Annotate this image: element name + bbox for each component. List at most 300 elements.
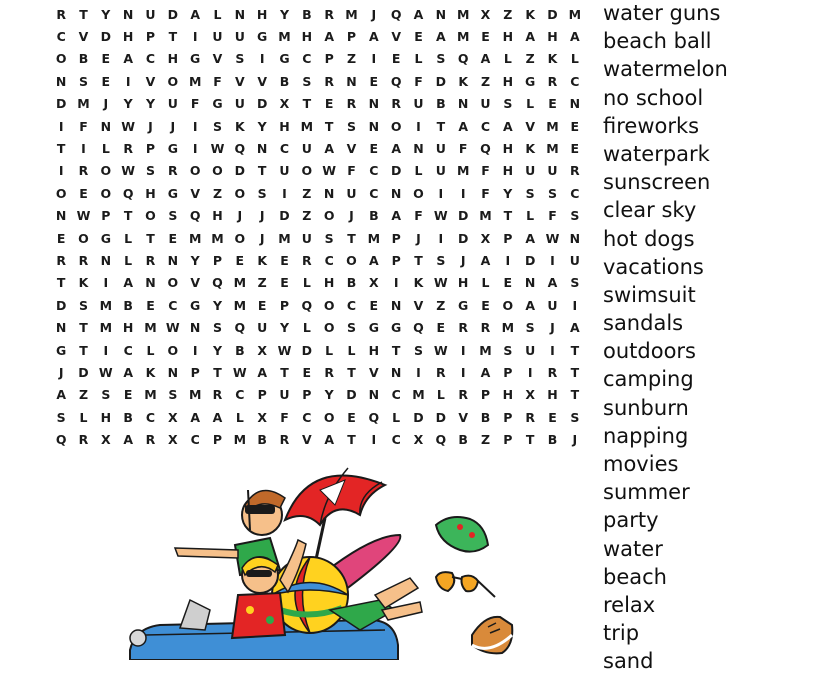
grid-letter: C [324, 252, 334, 268]
grid-letter: A [547, 275, 558, 291]
grid-letter: Y [212, 342, 223, 358]
grid-letter: B [123, 409, 133, 425]
word-list-item: outdoors [603, 339, 696, 364]
grid-letter: X [480, 230, 491, 246]
grid-letter: C [480, 118, 491, 134]
grid-letter: G [167, 141, 178, 157]
grid-letter: L [213, 6, 222, 22]
hat-icon [436, 517, 488, 552]
grid-letter: A [56, 387, 66, 403]
grid-letter: A [190, 6, 200, 22]
word-list-item: party [603, 508, 659, 533]
grid-letter: U [525, 163, 536, 179]
grid-letter: D [457, 208, 469, 224]
grid-letter: C [279, 141, 290, 157]
grid-letter: G [257, 29, 268, 45]
grid-letter: P [391, 252, 401, 268]
grid-letter: N [524, 275, 536, 291]
grid-letter: E [436, 320, 446, 336]
grid-letter: T [347, 432, 356, 448]
grid-letter: M [211, 230, 224, 246]
grid-letter: O [55, 185, 67, 201]
grid-letter: L [436, 387, 445, 403]
grid-letter: Y [503, 185, 513, 201]
grid-letter: U [435, 141, 446, 157]
grid-letter: Z [480, 73, 491, 89]
grid-letter: C [190, 432, 200, 448]
grid-letter: P [503, 432, 513, 448]
grid-letter: P [190, 364, 200, 380]
grid-letter: E [570, 141, 580, 157]
grid-letter: U [525, 342, 536, 358]
grid-letter: G [190, 51, 201, 67]
grid-letter: F [414, 73, 423, 89]
grid-letter: G [391, 320, 402, 336]
grid-letter: J [349, 208, 354, 224]
grid-letter: S [324, 230, 334, 246]
grid-letter: U [167, 96, 178, 112]
grid-letter: G [56, 342, 67, 358]
grid-letter: V [212, 51, 223, 67]
grid-letter: T [414, 252, 423, 268]
grid-letter: K [257, 252, 267, 268]
grid-letter: U [234, 96, 245, 112]
grid-letter: Y [145, 96, 156, 112]
grid-letter: L [414, 163, 423, 179]
grid-letter: X [257, 342, 267, 358]
word-list-item: sandals [603, 311, 684, 336]
grid-letter: R [570, 163, 580, 179]
grid-letter: I [103, 342, 109, 358]
grid-letter: O [100, 163, 112, 179]
grid-letter: R [324, 73, 334, 89]
grid-letter: F [280, 409, 289, 425]
grid-letter: N [368, 118, 380, 134]
grid-letter: Q [234, 141, 246, 157]
grid-letter: C [369, 185, 379, 201]
grid-letter: G [368, 320, 379, 336]
grid-letter: N [167, 252, 179, 268]
grid-letter: Y [257, 118, 267, 134]
grid-letter: P [346, 29, 357, 45]
grid-letter: F [481, 185, 490, 201]
grid-letter: C [570, 185, 580, 201]
grid-letter: A [123, 275, 133, 291]
grid-letter: O [78, 230, 89, 246]
grid-letter: U [279, 163, 290, 179]
grid-letter: N [435, 6, 447, 22]
grid-letter: N [457, 96, 469, 112]
word-list-item: camping [603, 367, 694, 392]
grid-letter: Q [55, 432, 67, 448]
grid-letter: O [234, 230, 246, 246]
grid-letter: J [237, 208, 243, 224]
grid-letter: M [300, 118, 314, 134]
grid-letter: I [505, 252, 511, 268]
grid-letter: E [56, 230, 66, 246]
grid-letter: N [346, 73, 357, 89]
grid-letter: M [99, 297, 113, 313]
grid-letter: L [414, 51, 423, 67]
grid-letter: Z [257, 275, 267, 291]
grid-letter: O [234, 185, 246, 201]
grid-letter: D [55, 96, 67, 112]
word-list [603, 0, 813, 677]
grid-letter: Y [190, 252, 200, 268]
grid-letter: S [302, 73, 312, 89]
grid-letter: A [569, 29, 580, 45]
grid-letter: I [58, 118, 64, 134]
grid-letter: J [371, 6, 377, 22]
grid-letter: R [302, 252, 312, 268]
grid-letter: R [346, 96, 357, 112]
grid-letter: G [212, 96, 223, 112]
grid-letter: Q [390, 73, 402, 89]
grid-letter: D [301, 342, 313, 358]
grid-letter: H [502, 387, 514, 403]
grid-letter: R [324, 364, 334, 380]
grid-letter: D [55, 297, 67, 313]
grid-letter: Y [279, 320, 290, 336]
grid-letter: S [145, 163, 155, 179]
grid-letter: N [413, 141, 424, 157]
grid-letter: T [570, 342, 580, 358]
grid-letter: E [369, 297, 379, 313]
grid-letter: O [189, 163, 201, 179]
grid-letter: P [503, 409, 513, 425]
grid-letter: M [278, 230, 291, 246]
grid-letter: V [458, 409, 468, 425]
grid-letter: N [122, 6, 134, 22]
grid-letter: K [547, 51, 558, 67]
grid-letter: M [188, 387, 202, 403]
grid-letter: I [192, 141, 198, 157]
grid-letter: S [101, 387, 111, 403]
grid-letter: O [502, 297, 514, 313]
grid-letter: B [257, 432, 267, 448]
grid-letter: R [56, 6, 66, 22]
grid-letter: N [189, 320, 201, 336]
grid-letter: E [146, 297, 155, 313]
grid-letter: S [570, 208, 580, 224]
grid-letter: I [371, 432, 377, 448]
grid-letter: L [124, 230, 133, 246]
grid-letter: A [190, 409, 200, 425]
grid-letter: A [413, 6, 424, 22]
grid-letter: E [257, 297, 267, 313]
grid-letter: A [324, 141, 334, 157]
grid-letter: P [257, 387, 267, 403]
grid-letter: Z [346, 51, 357, 67]
grid-letter: Y [123, 96, 133, 112]
grid-letter: S [570, 409, 580, 425]
grid-letter: I [572, 297, 578, 313]
grid-letter: H [368, 342, 380, 358]
word-list-item: relax [603, 592, 656, 617]
grid-letter: T [79, 320, 88, 336]
grid-letter: D [167, 6, 179, 22]
grid-letter: K [525, 6, 535, 22]
grid-letter: V [78, 29, 89, 45]
grid-letter: R [78, 252, 89, 268]
grid-letter: M [546, 118, 559, 134]
grid-letter: N [368, 387, 380, 403]
grid-letter: A [458, 118, 468, 134]
grid-letter: R [56, 252, 66, 268]
grid-letter: C [570, 73, 580, 89]
grid-letter: B [346, 275, 357, 291]
grid-letter: A [391, 208, 401, 224]
grid-letter: S [257, 185, 267, 201]
grid-letter: Z [78, 387, 89, 403]
grid-letter: X [413, 432, 424, 448]
grid-letter: P [212, 252, 223, 268]
grid-letter: E [280, 275, 289, 291]
grid-letter: B [480, 409, 491, 425]
grid-letter: V [391, 29, 401, 45]
grid-letter: E [414, 29, 423, 45]
grid-letter: I [460, 364, 466, 380]
grid-letter: K [525, 141, 535, 157]
grid-letter: E [548, 96, 557, 112]
grid-letter: S [525, 320, 535, 336]
grid-letter: P [279, 297, 290, 313]
grid-letter: C [369, 163, 379, 179]
grid-letter: S [168, 387, 178, 403]
grid-letter: B [436, 96, 446, 112]
word-list-item: hot dogs [603, 226, 695, 251]
grid-letter: P [302, 387, 312, 403]
grid-letter: Q [457, 51, 469, 67]
grid-letter: O [167, 73, 179, 89]
grid-letter: M [546, 141, 559, 157]
grid-letter: F [548, 208, 557, 224]
grid-letter: V [301, 432, 312, 448]
grid-letter: H [502, 141, 514, 157]
grid-letter: G [458, 297, 469, 313]
grid-letter: O [212, 163, 223, 179]
grid-letter: B [235, 342, 245, 358]
grid-letter: O [413, 185, 424, 201]
grid-letter: D [435, 73, 447, 89]
grid-letter: V [257, 73, 267, 89]
grid-letter: K [413, 275, 424, 291]
grid-letter: S [525, 185, 535, 201]
grid-letter: B [369, 208, 379, 224]
grid-letter: U [346, 185, 357, 201]
grid-letter: D [457, 230, 469, 246]
grid-letter: E [391, 51, 401, 67]
grid-letter: D [78, 364, 89, 380]
grid-letter: M [456, 29, 470, 45]
grid-letter: M [479, 208, 492, 224]
grid-letter: I [58, 163, 64, 179]
grid-letter: H [100, 409, 112, 425]
grid-letter: L [570, 51, 579, 67]
grid-letter: K [234, 118, 245, 134]
grid-letter: E [101, 51, 111, 67]
grid-letter: N [55, 320, 67, 336]
grid-letter: W [277, 342, 292, 358]
grid-letter: M [233, 432, 247, 448]
grid-letter: M [233, 297, 247, 313]
grid-letter: J [103, 96, 109, 112]
grid-letter: Y [101, 6, 111, 22]
grid-letter: D [547, 6, 558, 22]
grid-letter: O [301, 163, 313, 179]
grid-letter: M [479, 342, 492, 358]
grid-letter: T [347, 230, 356, 246]
grid-letter: Z [480, 432, 491, 448]
word-list-item: trip [603, 621, 640, 646]
grid-letter: I [81, 141, 86, 157]
word-list-item: sunscreen [603, 170, 711, 195]
word-list-item: swimsuit [603, 282, 696, 307]
grid-letter: A [435, 29, 446, 45]
grid-letter: T [503, 208, 513, 224]
grid-letter: P [324, 51, 334, 67]
grid-letter: S [346, 118, 356, 134]
grid-letter: E [168, 230, 178, 246]
grid-letter: Z [212, 185, 223, 201]
grid-letter: S [56, 409, 66, 425]
grid-letter: L [235, 409, 244, 425]
grid-letter: D [234, 163, 246, 179]
grid-letter: S [168, 208, 178, 224]
grid-letter: A [324, 29, 334, 45]
grid-letter: L [503, 51, 512, 67]
grid-letter: J [259, 208, 265, 224]
grid-letter: S [413, 342, 423, 358]
grid-letter: M [456, 163, 470, 179]
grid-letter: S [212, 320, 222, 336]
grid-letter: V [234, 73, 245, 89]
grid-letter: W [76, 208, 91, 224]
grid-letter: B [279, 73, 290, 89]
grid-letter: U [145, 6, 156, 22]
grid-letter: M [99, 320, 113, 336]
grid-letter: T [213, 364, 222, 380]
grid-letter: J [572, 432, 578, 448]
grid-letter: E [548, 409, 557, 425]
grid-letter: I [192, 342, 198, 358]
grid-letter: A [569, 320, 580, 336]
grid-letter: H [167, 51, 179, 67]
grid-letter: E [235, 252, 245, 268]
grid-letter: H [547, 387, 558, 403]
grid-letter: Q [368, 409, 380, 425]
grid-letter: I [438, 230, 444, 246]
word-list-item: waterpark [603, 141, 710, 166]
grid-letter: T [436, 118, 446, 134]
grid-letter: R [458, 387, 468, 403]
grid-letter: K [145, 364, 156, 380]
grid-letter: U [435, 163, 446, 179]
grid-letter: A [525, 297, 535, 313]
word-list-item: napping [603, 423, 689, 448]
grid-letter: B [123, 297, 133, 313]
grid-letter: T [123, 208, 133, 224]
grid-letter: N [390, 185, 402, 201]
grid-letter: F [414, 208, 423, 224]
grid-letter: V [145, 73, 156, 89]
grid-letter: D [435, 409, 447, 425]
grid-letter: B [458, 432, 468, 448]
grid-letter: I [416, 364, 421, 380]
grid-letter: Z [302, 208, 312, 224]
grid-letter: L [526, 96, 535, 112]
grid-letter: G [167, 185, 178, 201]
grid-letter: J [170, 118, 176, 134]
grid-letter: E [324, 96, 334, 112]
grid-letter: M [233, 275, 247, 291]
grid-letter: R [78, 432, 89, 448]
grid-letter: O [323, 297, 335, 313]
grid-letter: W [433, 275, 448, 291]
grid-letter: O [167, 275, 179, 291]
grid-letter: B [78, 51, 89, 67]
grid-letter: S [436, 252, 446, 268]
grid-letter: I [416, 118, 421, 134]
grid-letter: P [212, 432, 223, 448]
grid-letter: M [456, 6, 470, 22]
grid-letter: F [347, 163, 356, 179]
grid-letter: N [167, 364, 179, 380]
grid-letter: O [100, 185, 112, 201]
grid-letter: N [569, 230, 581, 246]
grid-letter: E [280, 252, 289, 268]
grid-letter: N [390, 364, 402, 380]
grid-letter: N [145, 275, 156, 291]
grid-letter: L [481, 275, 490, 291]
grid-letter: F [190, 96, 200, 112]
grid-letter: T [525, 432, 535, 448]
grid-letter: O [390, 118, 402, 134]
grid-letter: N [390, 297, 402, 313]
grid-letter: M [412, 387, 425, 403]
grid-letter: Z [436, 297, 446, 313]
grid-letter: O [323, 208, 335, 224]
grid-letter: L [302, 320, 311, 336]
grid-letter: P [391, 230, 401, 246]
grid-letter: Q [212, 275, 223, 291]
grid-letter: X [369, 275, 379, 291]
grid-letter: I [192, 29, 198, 45]
grid-letter: S [503, 96, 513, 112]
grid-letter: H [457, 275, 469, 291]
grid-letter: M [345, 6, 358, 22]
grid-letter: M [367, 230, 381, 246]
grid-letter: T [570, 364, 580, 380]
grid-letter: L [101, 141, 110, 157]
letter-grid [50, 3, 586, 451]
grid-letter: T [347, 364, 356, 380]
word-list-item: summer [603, 480, 690, 505]
grid-letter: M [188, 73, 202, 89]
grid-letter: K [78, 275, 89, 291]
grid-letter: L [325, 342, 334, 358]
grid-letter: A [368, 252, 379, 268]
grid-letter: Z [503, 6, 513, 22]
grid-letter: T [168, 29, 178, 45]
grid-letter: C [391, 432, 401, 448]
word-list-item: beach [603, 564, 667, 589]
grid-letter: L [347, 342, 356, 358]
word-list-item: vacations [603, 254, 704, 279]
grid-letter: A [257, 364, 267, 380]
grid-letter: U [547, 163, 558, 179]
grid-letter: C [145, 409, 156, 425]
